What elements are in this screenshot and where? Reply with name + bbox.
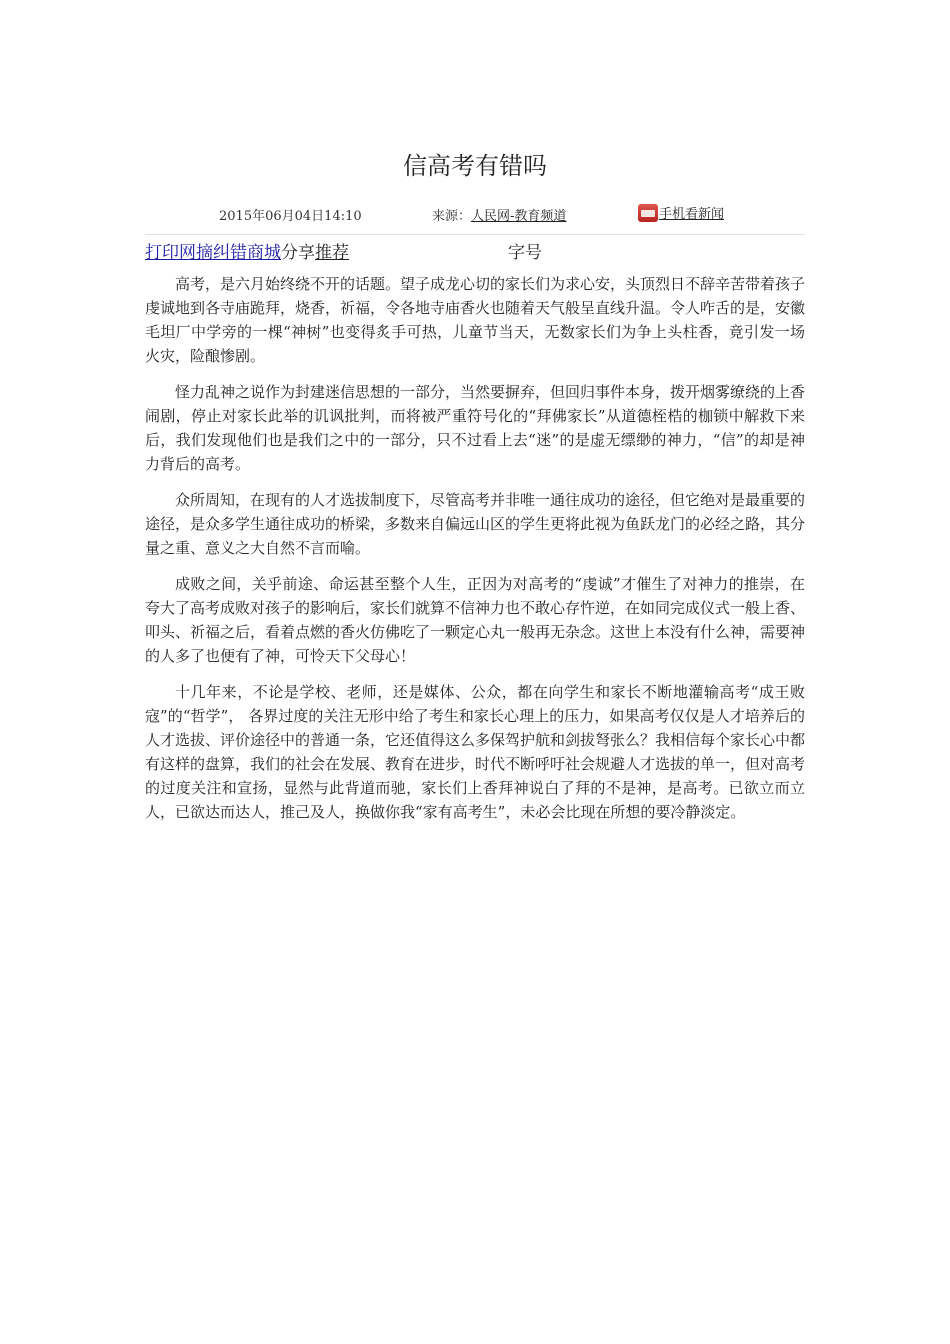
article-title: 信高考有错吗 <box>403 152 547 180</box>
article-toolbar <box>145 238 805 262</box>
publish-date: 2015年06月04日14:10 <box>219 209 362 224</box>
print-link[interactable]: 打印 <box>145 243 179 263</box>
divider <box>145 234 805 235</box>
font-size-control[interactable]: 字号 <box>508 243 542 263</box>
paragraph: 成败之间，关乎前途、命运甚至整个人生，正因为对高考的“虔诚”才催生了对神力的推崇，在夸大了高考成败对孩子的影响后，家长们就算不信神力也不敢心存忤逆，在如同完成仪式一般上香、叩头、祈福之后，看着点燃的香火仿佛吃了一颗定心丸一般再无杂念。这世上本没有什么神，需要神的人多了也便有了神，可怜天下父母心！ <box>145 575 806 665</box>
source-link[interactable]: 人民网-教育频道 <box>471 209 567 224</box>
paragraph: 怪力乱神之说作为封建迷信思想的一部分，当然要摒弃，但回归事件本身，拨开烟雾缭绕的上香闹剧，停止对家长此举的讥讽批判，而将被严重符号化的“拜佛家长”从道德桎梏的枷锁中解救下来后，我们发现他们也是我们之中的一部分，只不过看上去“迷”的是虚无缥缈的神力，“信”的却是神力背后的高考。 <box>145 383 806 473</box>
source-label: 来源： <box>432 209 472 224</box>
mall-link[interactable]: 商城 <box>247 243 281 263</box>
correction-link[interactable]: 纠错 <box>213 243 247 263</box>
recommend-link[interactable]: 推荐 <box>315 243 349 263</box>
paragraph: 十几年来，不论是学校、老师，还是媒体、公众，都在向学生和家长不断地灌输高考“成王败寇”的“哲学”， 各界过度的关注无形中给了考生和家长心理上的压力，如果高考仅仅是人才培养后的人才选拔、评价途径中的普通一条，它还值得这么多保驾护航和剑拔弩张么？我相信每个家长心中都有这样的盘算，我们的社会在发展、教育在进步，时代不断呼吁社会规避人才选拔的单一，但对高考的过度关注和宣扬，显然与此背道而驰，家长们上香拜神说白了拜的不是神，是高考。已欲立而立人，已欲达而达人，推己及人，换做你我“家有高考生”，未必会比现在所想的要冷静淡定。 <box>145 683 806 821</box>
mobile-news-link[interactable]: 手机看新闻 <box>659 207 725 222</box>
mobile-news[interactable] <box>638 203 724 222</box>
article-body <box>145 272 805 836</box>
article-meta <box>0 203 950 223</box>
paragraph: 高考，是六月始终绕不开的话题。望子成龙心切的家长们为求心安，头顶烈日不辞辛苦带着孩子虔诚地到各寺庙跪拜，烧香，祈福，令各地寺庙香火也随着天气般呈直线升温。令人咋舌的是，安徽毛坦厂中学旁的一棵“神树”也变得炙手可热，儿童节当天，无数家长们为争上头柱香，竟引发一场火灾，险酿惨剧。 <box>145 275 806 365</box>
excerpt-link[interactable]: 网摘 <box>179 243 213 263</box>
share-label[interactable]: 分享 <box>281 243 315 263</box>
mobile-phone-icon[interactable] <box>638 204 658 222</box>
paragraph: 众所周知，在现有的人才选拔制度下，尽管高考并非唯一通往成功的途径，但它绝对是最重要的途径，是众多学生通往成功的桥梁，多数来自偏远山区的学生更将此视为鱼跃龙门的必经之路，其分量之重、意义之大自然不言而喻。 <box>145 491 806 557</box>
source <box>432 205 566 224</box>
